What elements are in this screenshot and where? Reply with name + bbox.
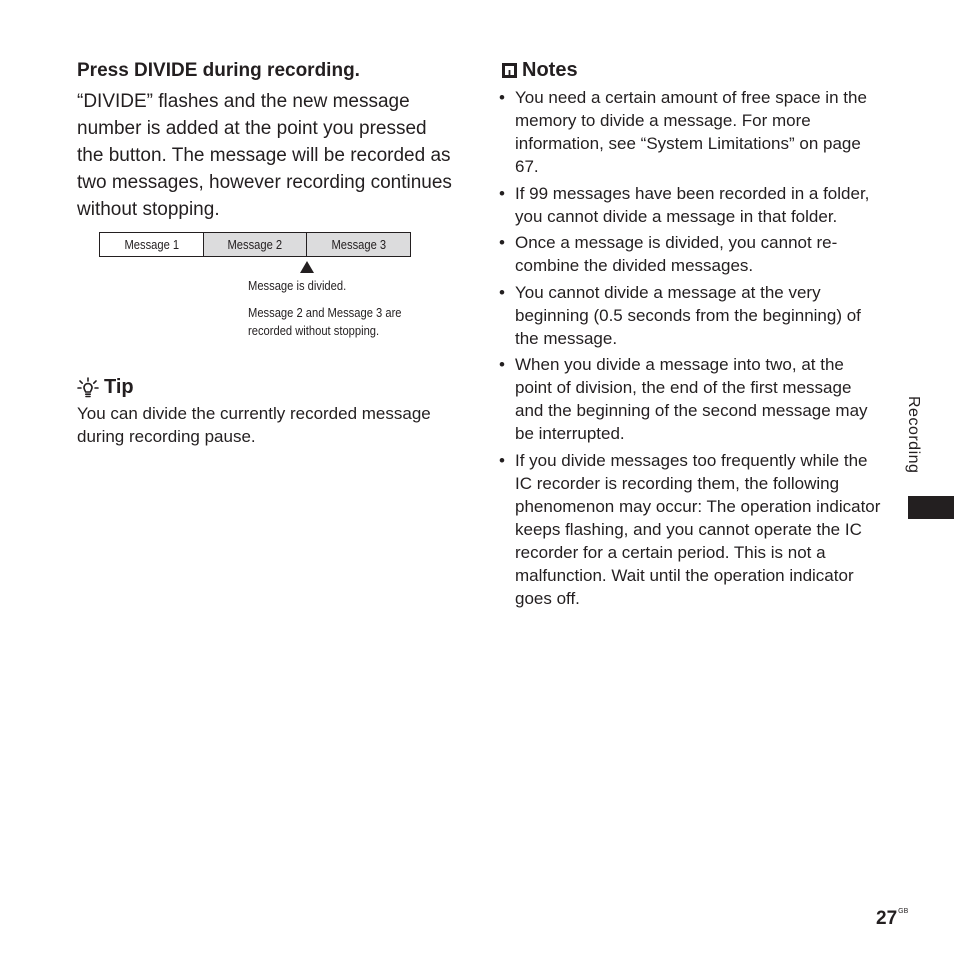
step-title: Press DIVIDE during recording.	[77, 60, 360, 81]
notes-list	[497, 86, 882, 613]
diagram-cell-message-2: Message 2	[203, 233, 307, 256]
section-tab-label: Recording	[905, 396, 922, 474]
list-item: • If you divide messages too frequently while the IC recorder is recording them, the following phenomenon may occur: The operation indicator keeps flashing, and you cannot operate the IC recorder for a certain period. This is not a malfunction. Wait until the operation indicator goes off.	[497, 449, 882, 610]
diagram-cell-message-3: Message 3	[306, 233, 410, 256]
step-description: “DIVIDE” flashes and the new message number is added at the point you pressed the button. The message will be recorded as two messages, however recording continues without stopping.	[77, 91, 452, 220]
division-point-marker-icon	[300, 261, 314, 273]
diagram-annotation-divided: Message is divided.	[248, 278, 347, 293]
notes-heading-label: Notes	[522, 59, 578, 81]
tip-heading	[77, 376, 134, 399]
list-item: • When you divide a message into two, at the point of division, the end of the first message and the beginning of the second message may be interrupted.	[497, 353, 882, 445]
diagram-annotation-continued: Message 2 and Message 3 are recorded without stopping.	[248, 305, 402, 338]
lightbulb-icon	[77, 377, 99, 399]
list-item: • Once a message is divided, you cannot re-combine the divided messages.	[497, 231, 882, 277]
notes-heading	[502, 59, 578, 82]
list-item: • If 99 messages have been recorded in a folder, you cannot divide a message in that folder.	[497, 182, 882, 228]
list-item: • You cannot divide a message at the very beginning (0.5 seconds from the beginning) of the message.	[497, 281, 882, 350]
page-number: $27^{GB}$	[876, 908, 909, 929]
tip-heading-label: Tip	[104, 376, 134, 398]
page-number-suffix: GB	[898, 908, 909, 915]
diagram-cell-message-1: Message 1	[123, 237, 179, 252]
section-tab-marker	[908, 496, 954, 519]
note-icon	[502, 63, 517, 78]
list-item: • You need a certain amount of free space in the memory to divide a message. For more information, see “System Limitations” on page 67.	[497, 86, 882, 178]
tip-text: You can divide the currently recorded message during recording pause.	[77, 404, 431, 446]
message-divide-diagram	[99, 232, 411, 257]
